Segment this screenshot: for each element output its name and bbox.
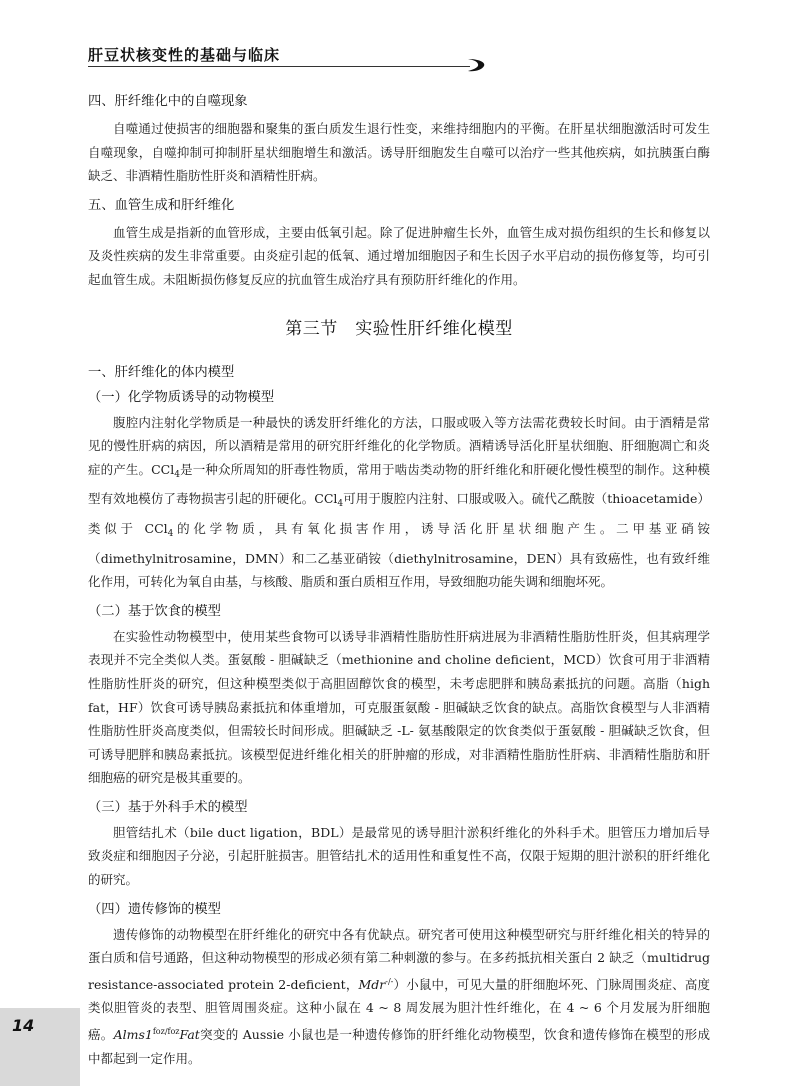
subsection-3-title: （三）基于外科手术的模型 [88,799,248,815]
page-number: 14 [12,1016,35,1035]
running-header-title: 肝豆状核变性的基础与临床 [88,46,281,64]
subsection-1-title: （一）化学物质诱导的动物模型 [88,389,275,405]
section-5-paragraph: 血管生成是指新的血管形成，主要由低氧引起。除了促进肿瘤生长外，血管生成对损伤组织的生长和修复以及炎性疾病的发生非常重要。由炎症引起的低氧、通过增加细胞因子和生长因子水平启动的损伤修复等，均可引起血管生成。未阻断损伤修复反应的抗血管生成治疗具有预防肝纤维化的作用。 [88,224,710,287]
subsection-2-paragraph: 在实验性动物模型中，使用某些食物可以诱导非酒精性脂肪性肝病进展为非酒精性脂肪性肝炎，但其病理学表现并不完全类似人类。蛋氨酸 - 胆碱缺乏（methionine and choline deficient，MCD）饮食可用于非酒精性脂肪性肝炎的研究，但这种模型类似于高胆固醇饮食的模型，未考虑肥胖和胰岛素抵抗的问题。高脂（high fat，HF）饮食可诱导胰岛素抵抗和体重增加，可克服蛋氨酸 - 胆碱缺乏饮食的缺点。高脂饮食模型与人非酒精性脂肪性肝炎高度类似，但需较长时间形成。胆碱缺乏 -L- 氨基酸限定的饮食类似于蛋氨酸 - 胆碱缺乏饮食，但可诱导肥胖和胰岛素抵抗。该模型促进纤维化相关的肝肿瘤的形成，对非酒精性脂肪性肝病、非酒精性脂肪和肝细胞癌的研究是极其重要的。 [88,628,710,786]
subsection-4-title: （四）遗传修饰的模型 [88,901,221,917]
header-swoosh-icon [466,57,488,73]
section-5-title: 五、血管生成和肝纤维化 [88,197,235,213]
subsection-1-paragraph: 腹腔内注射化学物质是一种最快的诱发肝纤维化的方法，口服或吸入等方法需花费较长时间。由于酒精是常见的慢性肝病的病因，所以酒精是常用的研究肝纤维化的化学物质。酒精诱导活化肝星状细胞、肝细胞凋亡和炎症的产生。CCl$_4$是一种众所周知的肝毒性物质，常用于啮齿类动物的肝纤维化和肝硬化慢性模型的制作。这种模型有效地模仿了毒物损害引起的肝硬化。CCl$_4$可用于腹腔内注射、口服或吸入。硫代乙酰胺（thioacetamide）类似于 CCl$_4$的化学物质，具有氧化损害作用，诱导活化肝星状细胞产生。二甲基亚硝铵（dimethylnitrosamine，DMN）和二乙基亚硝铵（diethylnitrosamine，DEN）具有致癌性，也有致纤维化作用，可转化为氧自由基，与核酸、脂质和蛋白质相互作用，导致细胞功能失调和细胞坏死。 [88,414,710,590]
subsection-4-paragraph: 遗传修饰的动物模型在肝纤维化的研究中各有优缺点。研究者可使用这种模型研究与肝纤维化相关的特异的蛋白质和信号通路，但这种动物模型的形成必须有第二种刺激的参与。在多药抵抗相关蛋白 2 缺乏（multidrug resistance-associated protein 2-deficient，Mdr-/-）小鼠中，可见大量的肝细胞坏死、门脉周围炎症、高度类似胆管炎的表型、胆管周围炎症。这种小鼠在 4 ~ 8 周发展为胆汁性纤维化，在 4 ~ 6 个月发展为肝细胞癌。$Alms1^{foz/foz}Fat$突变的 Aussie 小鼠也是一种遗传修饰的肝纤维化动物模型，饮食和遗传修饰在模型的形成中都起到一定作用。 [88,926,710,1066]
section-4-paragraph: 自噬通过使损害的细胞器和聚集的蛋白质发生退行性变，来维持细胞内的平衡。在肝星状细胞激活时可发生自噬现象，自噬抑制可抑制肝星状细胞增生和激活。诱导肝细胞发生自噬可以治疗一些其他疾病，如抗胰蛋白酶缺乏、非酒精性脂肪性肝炎和酒精性肝病。 [88,121,710,184]
chapter-title: 第三节 实验性肝纤维化模型 [285,318,513,339]
section-4-title: 四、肝纤维化中的自噬现象 [88,94,248,109]
page-content [88,92,710,1078]
subsection-3-paragraph: 胆管结扎术（bile duct ligation，BDL）是最常见的诱导胆汁淤积纤维化的外科手术。胆管压力增加后导致炎症和细胞因子分泌，引起肝脏损害。胆管结扎术的适用性和重复性不高，仅限于短期的胆汁淤积的肝纤维化的研究。 [88,824,710,888]
header-rule [88,66,470,67]
part-1-title: 一、肝纤维化的体内模型 [88,364,235,380]
subsection-2-title: （二）基于饮食的模型 [88,603,221,619]
